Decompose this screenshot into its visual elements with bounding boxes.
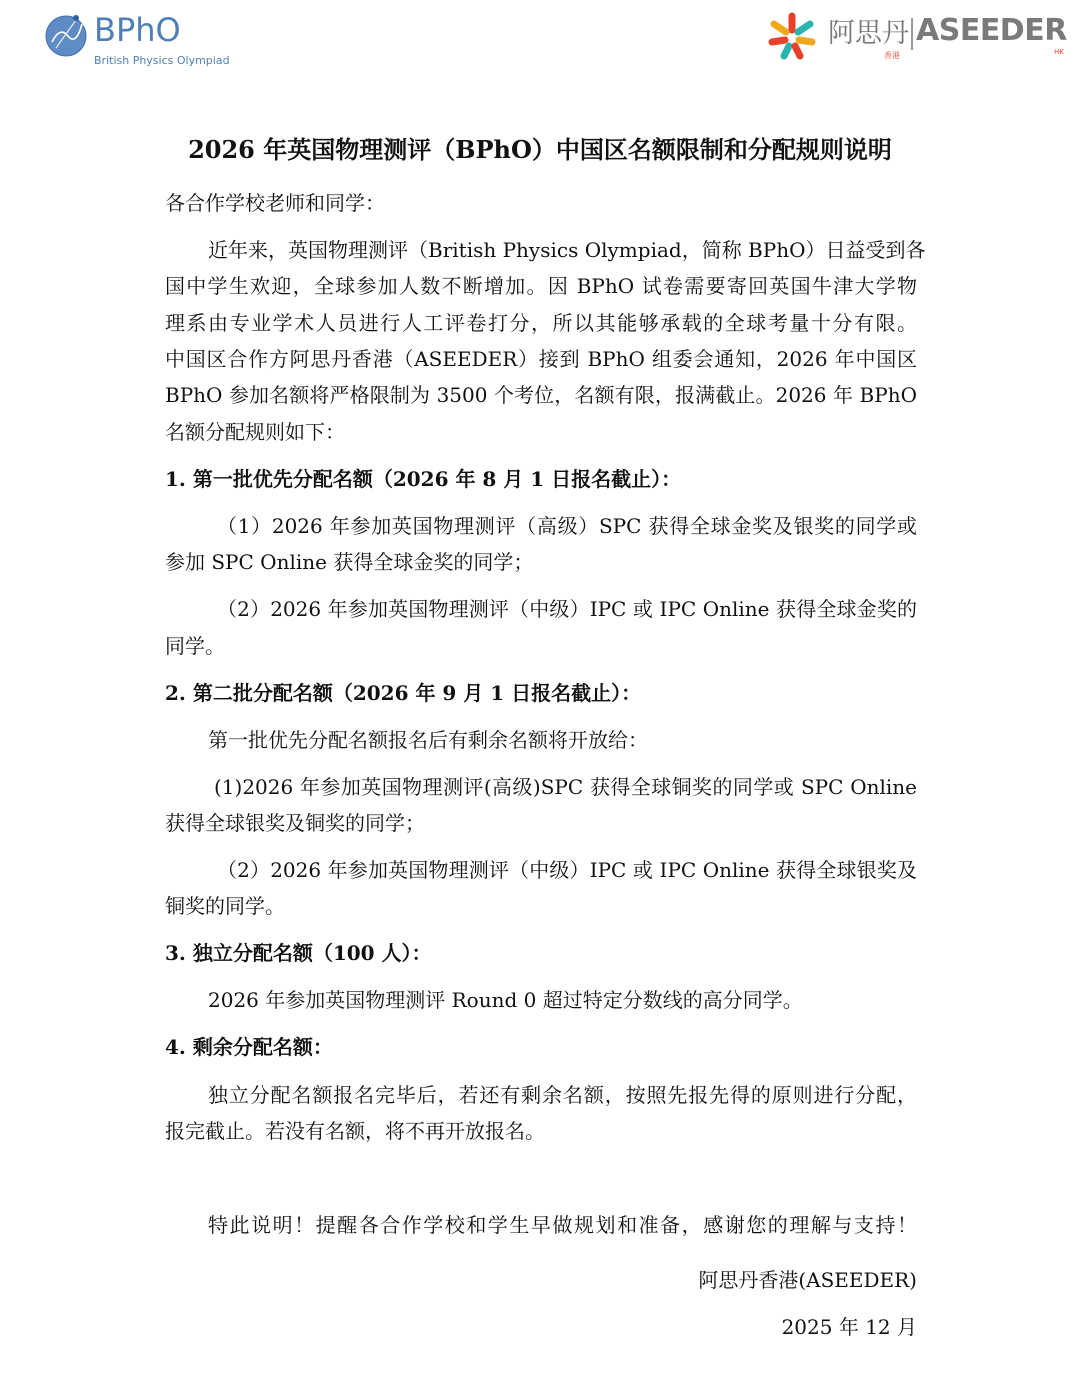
section-4-heading: 4. 剩余分配名额： <box>165 1035 333 1059</box>
bpho-brand-subtitle: British Physics Olympiad <box>94 54 230 67</box>
closing-remark: 特此说明！提醒各合作学校和学生早做规划和准备，感谢您的理解与支持！ <box>208 1213 917 1237</box>
aseeder-chinese-sub: 香港 <box>884 51 900 60</box>
intro-line-2: 国中学生欢迎，全球参加人数不断增加。因 BPhO 试卷需要寄回英国牛津大学物 <box>165 274 917 298</box>
bpho-logo <box>42 8 242 68</box>
section-1-heading: 1. 第一批优先分配名额（2026 年 8 月 1 日报名截止）： <box>165 467 682 491</box>
section-4-body-line-1: 独立分配名额报名完毕后，若还有剩余名额，按照先报先得的原则进行分配， <box>208 1083 917 1107</box>
section-2-item-1-line-1: (1)2026 年参加英国物理测评(高级)SPC 获得全球铜奖的同学或 SPC Online <box>214 775 917 799</box>
aseeder-logo <box>766 12 1066 62</box>
section-2-item-2-line-2: 铜奖的同学。 <box>165 894 285 918</box>
intro-line-1: 近年来，英国物理测评（British Physics Olympiad，简称 BPhO）日益受到各 <box>208 238 926 262</box>
section-2-item-2-line-1: （2）2026 年参加英国物理测评（中级）IPC 或 IPC Online 获得全球银奖及 <box>217 858 917 882</box>
section-3-body: 2026 年参加英国物理测评 Round 0 超过特定分数线的高分同学。 <box>208 988 803 1012</box>
section-4-body-line-2: 报完截止。若没有名额，将不再开放报名。 <box>165 1119 545 1143</box>
section-1-item-1-line-2: 参加 SPC Online 获得全球金奖的同学； <box>165 550 534 574</box>
intro-line-4: 中国区合作方阿思丹香港（ASEEDER）接到 BPhO 组委会通知，2026 年中国区 <box>165 347 917 371</box>
section-3-heading: 3. 独立分配名额（100 人）： <box>165 941 432 965</box>
date: 2025 年 12 月 <box>781 1315 917 1339</box>
section-2-intro: 第一批优先分配名额报名后有剩余名额将开放给： <box>208 728 648 752</box>
section-2-heading: 2. 第二批分配名额（2026 年 9 月 1 日报名截止）： <box>165 681 642 705</box>
section-1-item-2-line-2: 同学。 <box>165 634 225 658</box>
bpho-brand-text: BPhO <box>94 11 181 49</box>
aseeder-logo-mark-icon <box>766 12 818 60</box>
intro-line-3: 理系由专业学术人员进行人工评卷打分，所以其能够承载的全球考量十分有限。 <box>165 311 917 335</box>
section-1-item-1-line-1: （1）2026 年参加英国物理测评（高级）SPC 获得全球金奖及银奖的同学或 <box>217 514 917 538</box>
salutation: 各合作学校老师和同学： <box>165 191 385 215</box>
intro-line-6: 名额分配规则如下： <box>165 420 345 444</box>
aseeder-english-sub: HK <box>1054 48 1064 56</box>
bpho-logo-mark-icon <box>42 8 92 58</box>
logo-divider <box>911 18 913 50</box>
aseeder-chinese-name: 阿思丹 <box>828 18 909 49</box>
intro-line-5: BPhO 参加名额将严格限制为 3500 个考位，名额有限，报满截止。2026 年 BPhO <box>165 383 917 407</box>
section-1-item-2-line-1: （2）2026 年参加英国物理测评（中级）IPC 或 IPC Online 获得全球金奖的 <box>217 597 917 621</box>
section-2-item-1-line-2: 获得全球银奖及铜奖的同学； <box>165 811 425 835</box>
document-title: 2026 年英国物理测评（BPhO）中国区名额限制和分配规则说明 <box>188 135 892 164</box>
signature: 阿思丹香港(ASEEDER) <box>698 1268 917 1292</box>
aseeder-english-name: ASEEDER <box>916 13 1067 48</box>
